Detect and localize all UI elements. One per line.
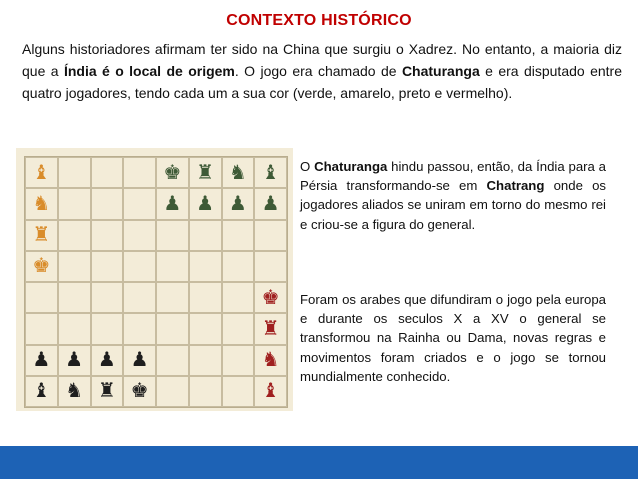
red-piece-icon: ♝ [261, 380, 280, 403]
black-piece-icon: ♟ [130, 349, 149, 372]
board-square [25, 345, 58, 376]
board-square [254, 251, 287, 282]
slide-title: CONTEXTO HISTÓRICO [226, 12, 412, 29]
chaturanga-board-image [16, 148, 293, 411]
red-piece-icon: ♞ [261, 349, 280, 372]
board-square [123, 376, 156, 407]
intro-text-2: . O jogo era chamado de [234, 63, 402, 79]
board-square [91, 313, 124, 344]
board-square [156, 282, 189, 313]
para1-text-2: hindu passou, então, da Índia para a Pérsia transformando-se em [300, 159, 607, 194]
board-square [222, 220, 255, 251]
board-square [156, 220, 189, 251]
board-square [222, 188, 255, 219]
board-square [58, 282, 91, 313]
board-square [156, 157, 189, 188]
intro-text-3: e era disputado entre quatro jogadores, tendo cada um a sua cor (verde, amarelo, preto e vermelho). [22, 63, 622, 101]
para1-bold-chatrang: Chatrang [486, 178, 545, 194]
board-square [254, 188, 287, 219]
board-square [222, 251, 255, 282]
black-piece-icon: ♟ [97, 349, 116, 372]
board-square [189, 188, 222, 219]
black-piece-icon: ♟ [32, 349, 51, 372]
board-square [58, 220, 91, 251]
intro-bold-chaturanga: Chaturanga [401, 63, 480, 79]
board-square [123, 345, 156, 376]
board-square [123, 157, 156, 188]
board-square [222, 313, 255, 344]
board-square [254, 157, 287, 188]
board-square [123, 251, 156, 282]
para1-text-1: O [300, 159, 315, 174]
board-square [25, 282, 58, 313]
board-square [91, 251, 124, 282]
board-square [222, 282, 255, 313]
board-square [91, 188, 124, 219]
chess-board-grid [24, 156, 288, 408]
green-piece-icon: ♟ [228, 192, 247, 215]
board-square [25, 376, 58, 407]
board-square [91, 157, 124, 188]
black-piece-icon: ♚ [130, 380, 149, 403]
board-square [58, 376, 91, 407]
green-piece-icon: ♝ [261, 161, 280, 184]
board-square [58, 188, 91, 219]
board-square [222, 345, 255, 376]
black-piece-icon: ♟ [65, 349, 84, 372]
board-square [254, 282, 287, 313]
board-square [91, 376, 124, 407]
board-square [25, 251, 58, 282]
green-piece-icon: ♟ [261, 192, 280, 215]
yellow-piece-icon: ♚ [32, 255, 51, 278]
board-square [189, 313, 222, 344]
green-piece-icon: ♚ [163, 161, 182, 184]
board-square [123, 282, 156, 313]
board-square [189, 282, 222, 313]
para1-bold-chaturanga: Chaturanga [314, 159, 388, 174]
board-square [156, 251, 189, 282]
board-square [189, 345, 222, 376]
green-piece-icon: ♞ [228, 161, 247, 184]
board-square [91, 220, 124, 251]
board-square [123, 188, 156, 219]
board-square [25, 313, 58, 344]
board-square [254, 376, 287, 407]
green-piece-icon: ♟ [163, 192, 182, 215]
board-square [58, 313, 91, 344]
board-square [156, 376, 189, 407]
board-square [25, 157, 58, 188]
board-square [254, 313, 287, 344]
intro-paragraph [22, 38, 622, 104]
intro-bold-india: Índia é o local de origem [63, 63, 235, 79]
board-square [123, 220, 156, 251]
board-square [91, 282, 124, 313]
board-square [25, 220, 58, 251]
green-piece-icon: ♜ [196, 161, 215, 184]
green-piece-icon: ♟ [196, 192, 215, 215]
yellow-piece-icon: ♝ [32, 161, 51, 184]
para1-text-3: onde os jogadores aliados se uniram em torno do mesmo rei e criou-se a figura do general. [300, 178, 607, 232]
red-piece-icon: ♚ [261, 286, 280, 309]
intro-text-1: Alguns historiadores afirmam ter sido na China que surgiu o Xadrez. No entanto, a maioria diz que a [22, 41, 622, 79]
footer-bar [0, 446, 638, 479]
board-square [156, 345, 189, 376]
board-square [91, 345, 124, 376]
arabs-paragraph: Foram os arabes que difundiram o jogo pela europa e durante os seculos X a XV o general se transformou na Rainha ou Dama, novas regras e movimentos foram criados e o jogo se tornou mundialmente conhecido. [300, 292, 606, 384]
red-piece-icon: ♜ [261, 317, 280, 340]
board-square [123, 313, 156, 344]
board-square [156, 313, 189, 344]
board-square [58, 345, 91, 376]
board-square [189, 157, 222, 188]
board-square [58, 251, 91, 282]
yellow-piece-icon: ♞ [32, 192, 51, 215]
black-piece-icon: ♜ [97, 380, 116, 403]
yellow-piece-icon: ♜ [32, 224, 51, 247]
board-square [189, 220, 222, 251]
board-square [189, 251, 222, 282]
black-piece-icon: ♝ [32, 380, 51, 403]
board-square [254, 345, 287, 376]
chaturanga-paragraph [300, 157, 606, 234]
board-square [222, 376, 255, 407]
board-square [156, 188, 189, 219]
board-square [189, 376, 222, 407]
board-square [254, 220, 287, 251]
black-piece-icon: ♞ [65, 380, 84, 403]
board-square [25, 188, 58, 219]
board-square [58, 157, 91, 188]
board-square [222, 157, 255, 188]
